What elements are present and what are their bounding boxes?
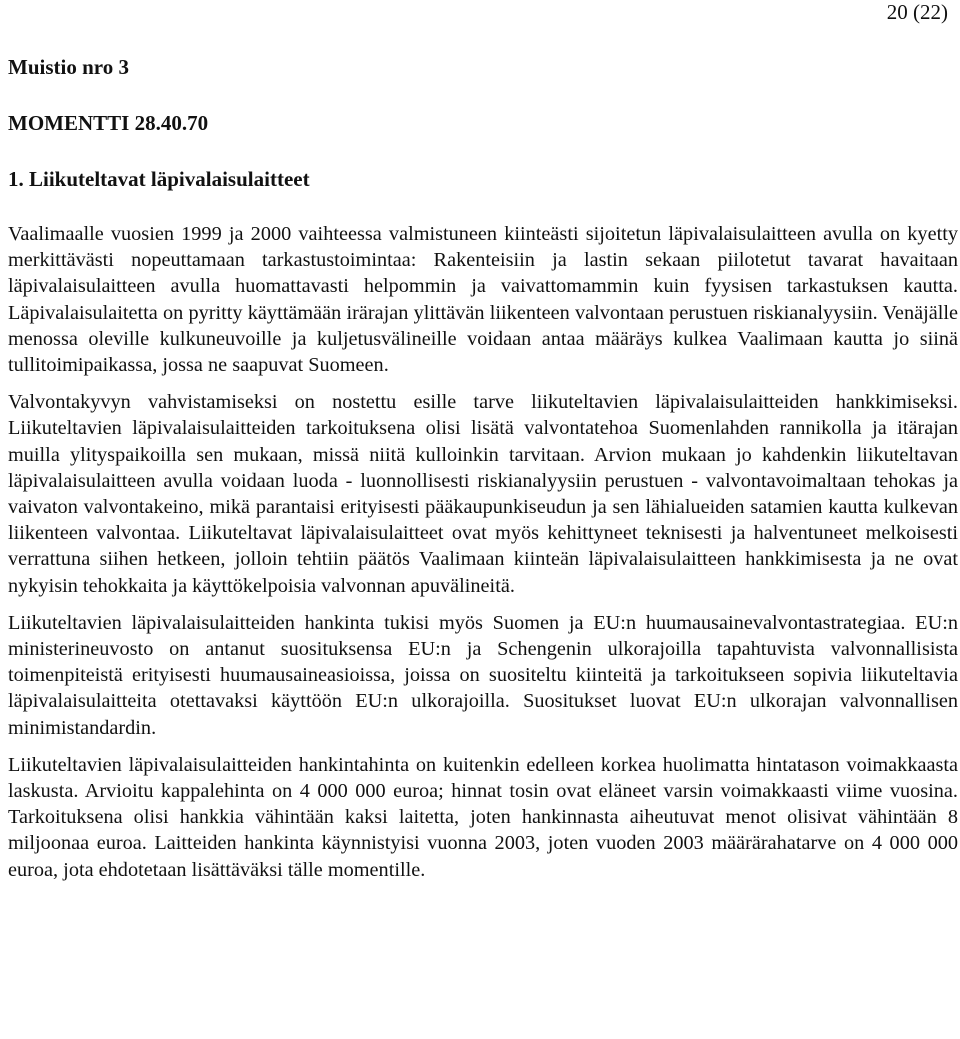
paragraph-2: Valvontakyvyn vahvistamiseksi on nostettu esille tarve liikuteltavien läpivalaisulaitteiden hankkimiseksi. Liikuteltavien läpivalaisulaitteiden tarkoituksena olisi lisätä valvontatehoa Suomenlahden rannikolla ja itärajan muilla ylityspaikoilla sen mukaan, missä niitä kulloinkin tarvitaan. Arvion mukaan jo kahdenkin liikuteltavan läpivalaisulaitteen avulla voidaan luoda - luonnollisesti riskianalyysiin perustuen - valvontavoimaltaan tehokas ja vaivaton valvontakeino, mikä parantaisi erityisesti pääkaupunkiseudun ja sen lähialueiden satamien kautta kulkevan liikenteen valvontaa. Liikuteltavat läpivalaisulaitteet ovat myös kehittyneet teknisesti ja halventuneet melkoisesti verrattuna siihen hetkeen, jolloin tehtiin päätös Vaalimaan kiinteän läpivalaisulaitteen hankkimisesta ja ne ovat nykyisin tehokkaita ja käyttökelpoisia valvonnan apuvälineitä.: [8, 391, 958, 597]
paragraph-3: Liikuteltavien läpivalaisulaitteiden hankinta tukisi myös Suomen ja EU:n huumausainevalvontastrategiaa. EU:n ministerineuvosto on antanut suosituksensa EU:n ja Schengenin ulkorajoilla tapahtuvista valvonnallisista toimenpiteistä erityisesti huumausaineasioissa, joissa on suositeltu kiinteitä ja tarkoitukseen sopivia liikuteltavia läpivalaisulaitteita otettavaksi käyttöön EU:n ulkorajoilla. Suositukset luovat EU:n ulkorajan valvonnallisen minimistandardin.: [8, 611, 958, 739]
momentti-heading: MOMENTTI 28.40.70: [8, 111, 209, 135]
memo-title: Muistio nro 3: [8, 55, 129, 79]
paragraph-4: Liikuteltavien läpivalaisulaitteiden hankintahinta on kuitenkin edelleen korkea huolimatta hintatason voimakkaasta laskusta. Arvioitu kappalehinta on 4 000 000 euroa; hinnat tosin ovat eläneet varsin voimakkaasti viime vuosina. Tarkoituksena olisi hankkia vähintään kaksi laitetta, joten hankinnasta aiheutuvat menot olisivat vähintään 8 miljoonaa euroa. Laitteiden hankinta käynnistyisi vuonna 2003, joten vuoden 2003 määrärahatarve on 4 000 000 euroa, jota ehdotetaan lisättäväksi tälle momentille.: [8, 753, 958, 881]
document-body: [8, 221, 958, 894]
paragraph-1: Vaalimaalle vuosien 1999 ja 2000 vaihteessa valmistuneen kiinteästi sijoitetun läpivalaisulaitteen avulla on kyetty merkittävästi nopeuttamaan tarkastustoimintaa: Rakenteisiin ja lastin sekaan piilotetut tavarat havaitaan läpivalaisulaitteen avulla huomattavasti helpommin ja vaivattomammin kuin fyysisen tarkastuksen kautta. Läpivalaisulaitetta on pyritty käyttämään irärajan ylittävän liikenteen valvontaan perustuen riskianalyysiin. Venäjälle menossa oleville kulkuneuvoille ja kuljetusvälineille voidaan antaa määräys kulkea Vaalimaan kautta jo siinä tullitoimipaikassa, jossa ne saapuvat Suomeen.: [8, 223, 958, 377]
section-heading: 1. Liikuteltavat läpivalaisulaitteet: [8, 167, 310, 191]
page-number: 20 (22): [886, 0, 948, 24]
